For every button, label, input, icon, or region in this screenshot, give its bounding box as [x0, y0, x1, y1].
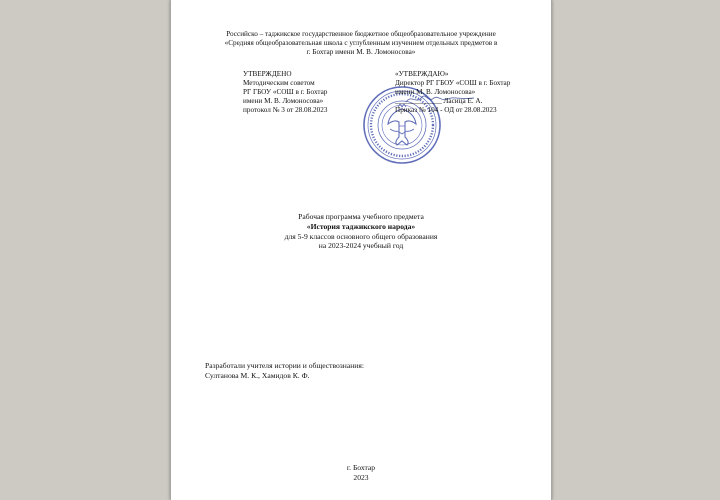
- header-line-1: Российско – таджикское государственное бюджетное общеобразовательное учреждение: [226, 30, 496, 38]
- footer-year: 2023: [353, 473, 369, 482]
- approved-heading: УТВЕРЖДЕНО: [243, 70, 292, 78]
- authors-line-2: Султанова М. К., Хамидов К. Ф.: [205, 371, 310, 380]
- approved-line-4: протокол № 3 от 28.08.2023: [243, 106, 328, 114]
- header-line-3: г. Бохтар имени М. В. Ломоносова»: [306, 48, 416, 56]
- approve-heading: «УТВЕРЖДАЮ»: [395, 70, 449, 78]
- authors-line-1: Разработали учителя истории и обществознания:: [205, 361, 364, 370]
- approve-signature-line: _____________ Ласица Е. А.: [395, 97, 483, 105]
- approved-line-3: имени М. В. Ломоносова»: [243, 97, 324, 105]
- program-title: [181, 212, 541, 251]
- document-page: [170, 0, 552, 500]
- title-line-3: для 5-9 классов основного общего образования: [284, 231, 438, 241]
- approve-line-2: имени М. В. Ломоносова»: [395, 88, 476, 96]
- title-subject: [181, 222, 541, 232]
- title-subject-text: «История таджикского народа»: [306, 221, 416, 231]
- title-line-4: на 2023-2024 учебный год: [318, 241, 404, 251]
- approve-order-line: Приказ № 104 - ОД от 28.08.2023: [395, 106, 497, 114]
- title-line-1: Рабочая программа учебного предмета: [298, 212, 424, 221]
- approved-line-2: РГ ГБОУ «СОШ в г. Бохтар: [243, 88, 328, 96]
- header-line-2: «Средняя общеобразовательная школа с углубленным изучением отдельных предметов в: [224, 39, 498, 47]
- approve-line-1: Директор РГ ГБОУ «СОШ в г. Бохтар: [395, 79, 511, 87]
- footer-block: [181, 463, 541, 483]
- footer-city: г. Бохтар: [346, 463, 376, 472]
- school-header: [181, 30, 541, 57]
- approve-block: [395, 70, 510, 115]
- approved-line-1: Методическим советом: [243, 79, 315, 87]
- approved-block: [243, 70, 327, 115]
- authors-block: [205, 361, 364, 381]
